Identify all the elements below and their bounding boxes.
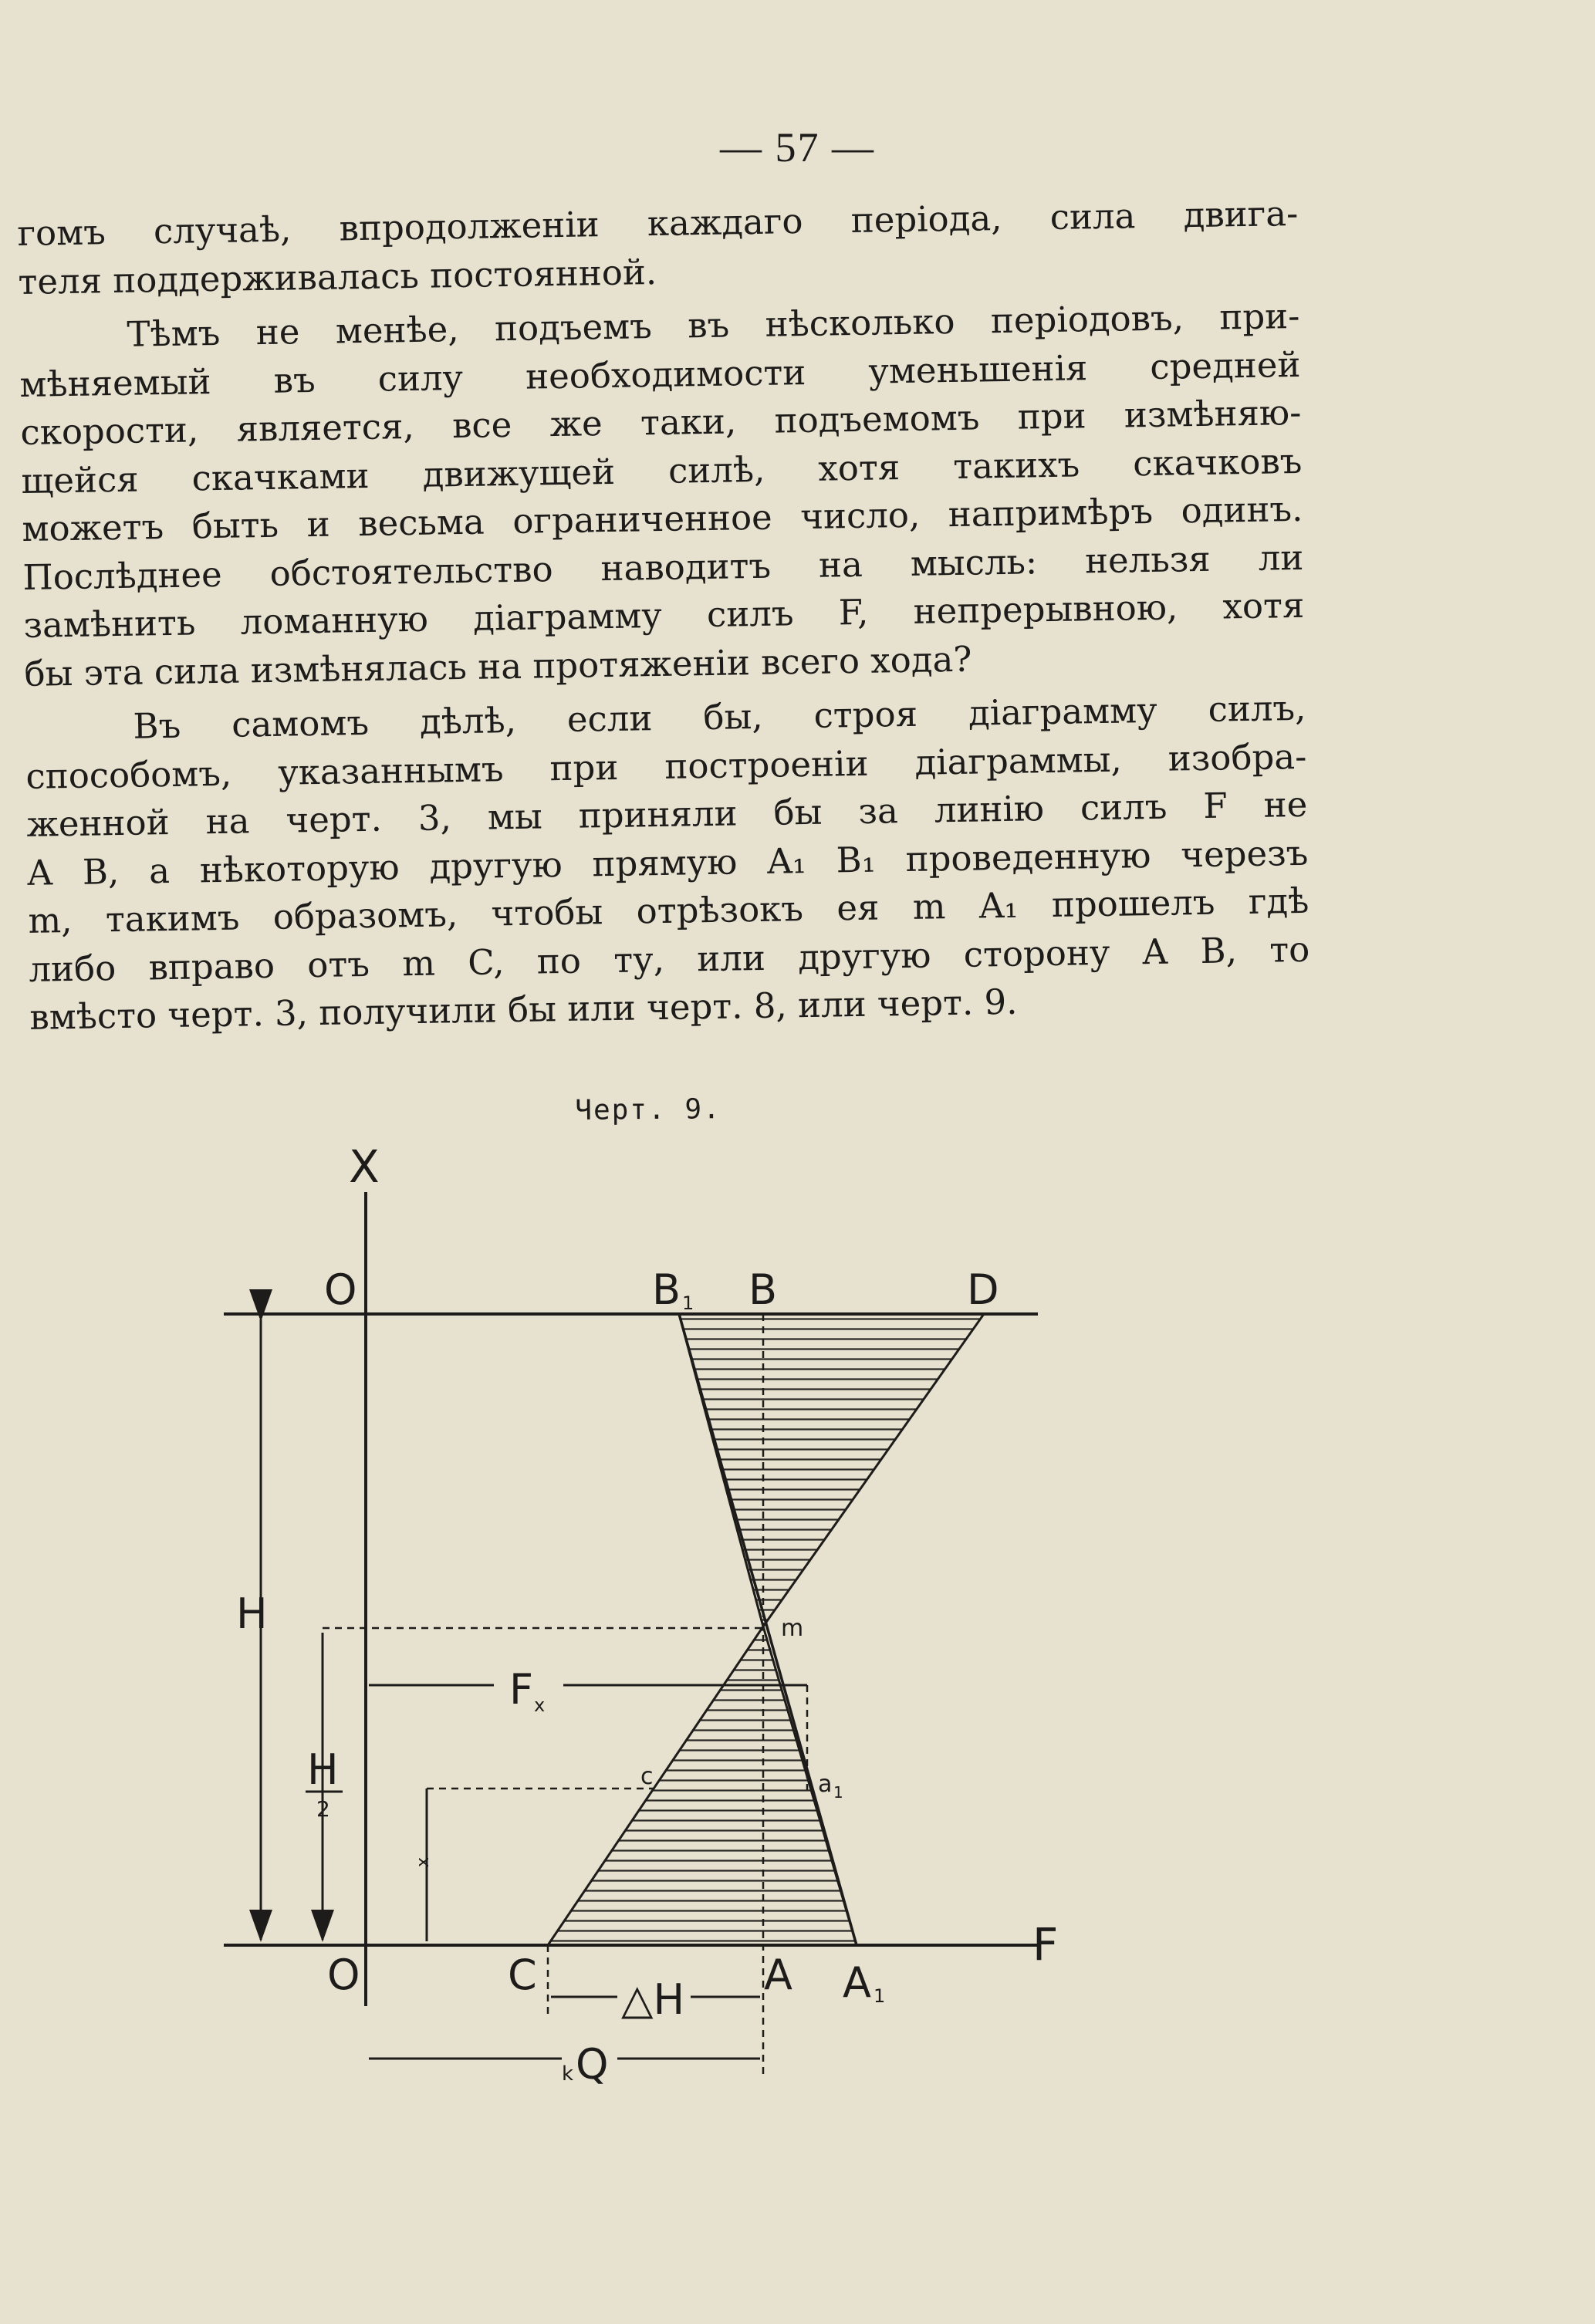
text-line: либо вправо отъ m C, по ту, или другую сторону A B, то <box>29 928 1310 990</box>
label-fx-sub: x <box>534 1694 546 1716</box>
text-line: способомъ, указаннымъ при построеніи діаграммы, изобра- <box>25 735 1307 797</box>
label-a1: A <box>843 1958 871 2007</box>
label-a1-sub: 1 <box>874 1985 886 2007</box>
text-line: мѣняемый въ силу необходимости уменьшенія средней <box>19 343 1301 405</box>
text-line: m, такимъ образомъ, чтобы отрѣзокъ ея m A₁ прошелъ гдѣ <box>28 880 1309 941</box>
label-fx: F <box>509 1665 534 1714</box>
label-x-small: x <box>414 1856 433 1867</box>
text-line: вмѣсто черт. 3, получили бы или черт. 8, или черт. 9. <box>29 981 1018 1038</box>
label-h2-bottom: 2 <box>316 1796 330 1822</box>
lower-triangle <box>548 1626 857 1945</box>
text-line: Въ самомъ дѣлѣ, если бы, строя діаграмму силъ, <box>133 687 1306 747</box>
label-x: X <box>349 1140 380 1193</box>
text-line: можетъ быть и весьма ограниченное число, напримѣръ одинъ. <box>22 488 1303 549</box>
label-b: B <box>749 1265 778 1314</box>
label-m: m <box>781 1615 804 1642</box>
label-o-bottom: O <box>327 1951 360 1999</box>
text-line: замѣнить ломанную діаграмму силъ F, непрерывною, хотя <box>23 584 1305 646</box>
text-line: A B, а нѣкоторую другую прямую A₁ B₁ проведенную черезъ <box>27 832 1309 893</box>
text-line: Послѣднее обстоятельство наводитъ на мысль: нельзя ли <box>22 536 1304 598</box>
label-q: Q <box>576 2040 609 2089</box>
label-delta-h: △H <box>621 1975 685 2024</box>
text-line: теля поддерживалась постоянной. <box>18 251 657 302</box>
label-a1-small-sub: 1 <box>833 1783 843 1802</box>
text-line: Тѣмъ не менѣе, подъемъ въ нѣсколько періодовъ, при- <box>127 295 1300 355</box>
text-line: женной на черт. 3, мы приняли бы за линію силъ F не <box>26 783 1308 845</box>
figure-caption: Черт. 9. <box>575 1093 721 1127</box>
label-f: F <box>1032 1918 1059 1971</box>
text-line: бы эта сила измѣнялась на протяженіи всего хода? <box>24 638 972 694</box>
label-c: C <box>508 1951 537 1999</box>
text-line: щейся скачками движущей силѣ, хотя такихъ скачковъ <box>21 440 1303 502</box>
text-line: гомъ случаѣ, впродолженіи каждаго періода, сила двига- <box>17 192 1299 254</box>
label-o-top: O <box>324 1265 357 1314</box>
label-b1: B <box>652 1265 681 1314</box>
label-b1-sub: 1 <box>682 1292 694 1314</box>
text-line: скорости, является, все же таки, подъемомъ при измѣняю- <box>20 391 1302 453</box>
label-c-small: c <box>640 1763 654 1790</box>
page-number: — 57 — <box>720 124 875 171</box>
label-k: k <box>562 2062 574 2086</box>
label-h: H <box>236 1589 268 1638</box>
label-d: D <box>967 1265 999 1314</box>
label-a: A <box>764 1951 792 1999</box>
label-h2-top: H <box>307 1745 339 1794</box>
label-a1-small: a <box>818 1771 833 1798</box>
upper-triangle <box>679 1314 984 1626</box>
